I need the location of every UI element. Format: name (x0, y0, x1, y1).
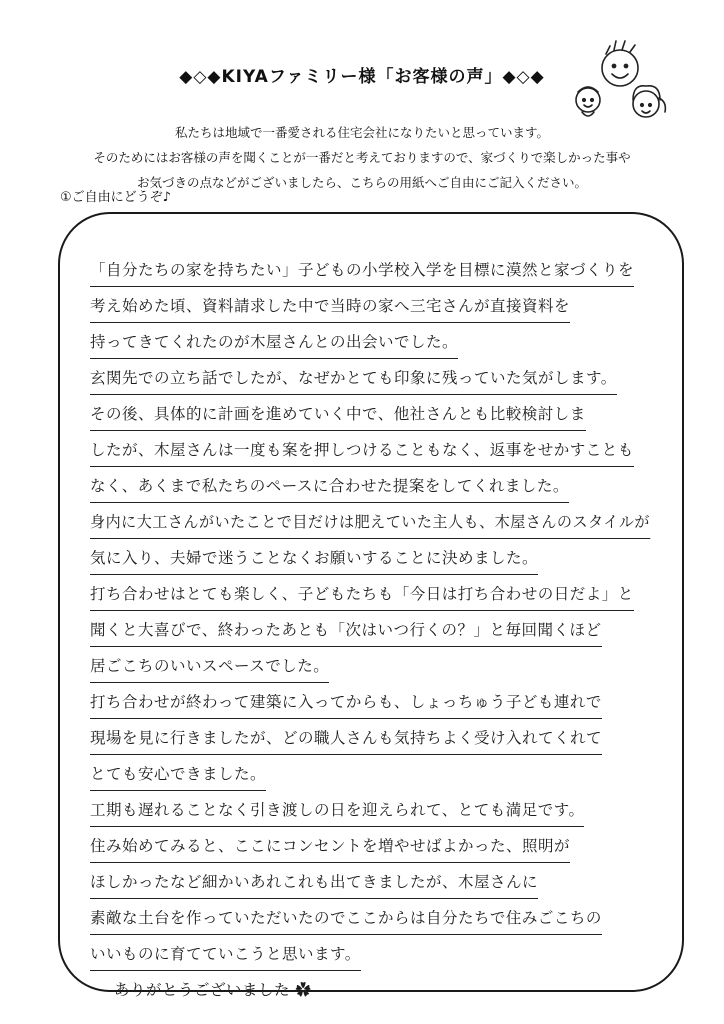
letter-line: 打ち合わせが終わって建築に入ってからも、しょっちゅう子ども連れで (90, 693, 602, 711)
letter-line: 気に入り、夫婦で迷うことなくお願いすることに決めました。 (90, 549, 539, 567)
intro-line: 私たちは地域で一番愛される住宅会社になりたいと思っています。 (174, 125, 549, 140)
letter-line: 持ってきてくれたのが木屋さんとの出会いでした。 (90, 333, 459, 351)
intro-line: そのためにはお客様の声を聞くことが一番だと考えておりますので、家づくりで楽しかった事や (93, 150, 631, 165)
intro-line: お気づきの点などがございましたら、こちらの用紙へご自由にご記入ください。 (136, 175, 587, 190)
letter-line: 身内に大工さんがいたことで目だけは肥えていた主人も、木屋さんのスタイルが (90, 513, 650, 531)
free-comment-prompt: ①ご自由にどうぞ♪ (60, 190, 171, 205)
letter-line: したが、木屋さんは一度も案を押しつけることもなく、返事をせかすことも (90, 441, 634, 459)
letter-line: 聞くと大喜びで、終わったあとも「次はいつ行くの？」と毎回聞くほど (90, 621, 602, 639)
letter-line: 打ち合わせはとても楽しく、子どもたちも「今日は打ち合わせの日だよ」と (90, 585, 634, 603)
letter-line: 素敵な土台を作っていただいたのでここからは自分たちで住みごこちの (90, 909, 602, 927)
letter-line: なく、あくまで私たちのペースに合わせた提案をしてくれました。 (90, 477, 569, 495)
letter-line: 居ごこちのいいスペースでした。 (90, 657, 330, 675)
letter-line: 「自分たちの家を持ちたい」子どもの小学校入学を目標に漠然と家づくりを (90, 261, 635, 279)
letter-line: ほしかったなど細かいあれこれも出てきましたが、木屋さんに (90, 873, 539, 891)
letter-line: とても安心できました。 (90, 765, 267, 783)
letter-closing: ありがとうございました ✿ (114, 981, 312, 999)
page-title: ◆◇◆KIYAファミリー様「お客様の声」◆◇◆ (179, 67, 545, 87)
letter-line: 住み始めてみると、ここにコンセントを増やせばよかった、照明が (90, 837, 571, 855)
letter-line: その後、具体的に計画を進めていく中で、他社さんとも比較検討しま (90, 405, 586, 423)
intro-text (0, 120, 724, 195)
letter-line: いいものに育てていこうと思います。 (90, 945, 361, 963)
letter-line: 現場を見に行きましたが、どの職人さんも気持ちよく受け入れてくれて (90, 729, 603, 747)
family-cartoon-icon (562, 38, 672, 128)
letter-line: 考え始めた頃、資料請求した中で当時の家へ三宅さんが直接資料を (90, 297, 571, 315)
letter-line: 工期も遅れることなく引き渡しの日を迎えられて、とても満足です。 (90, 801, 585, 819)
letter-line: 玄関先での立ち話でしたが、なぜかとても印象に残っていた気がします。 (90, 369, 617, 387)
